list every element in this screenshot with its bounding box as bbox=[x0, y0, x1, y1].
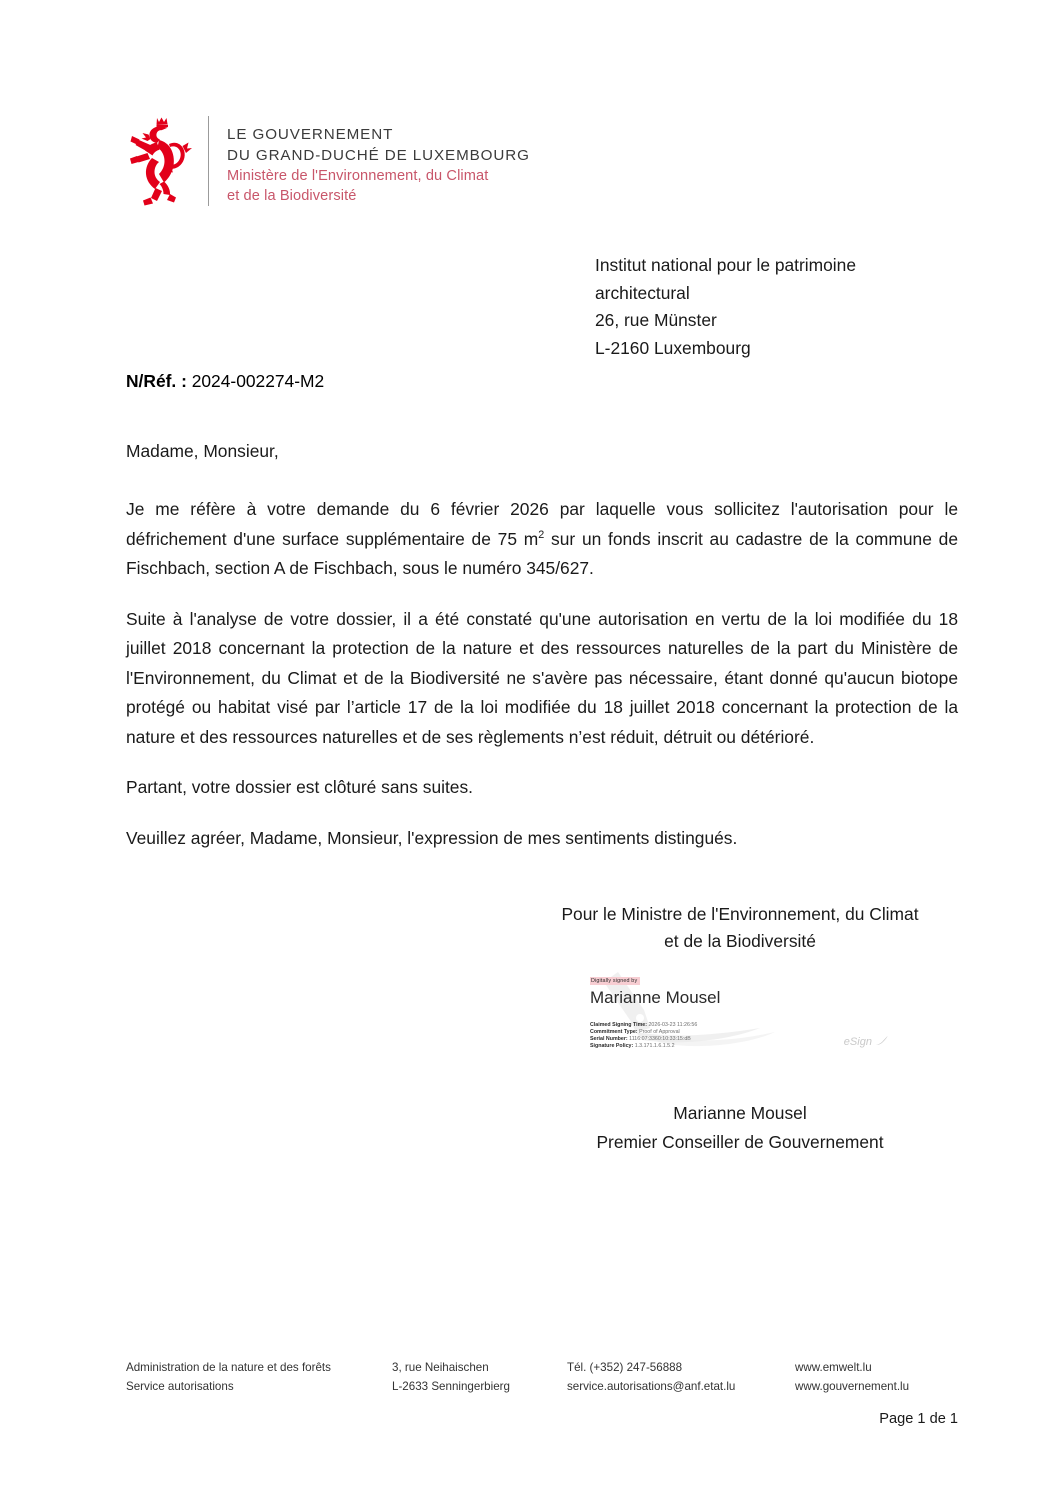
addressee-line-3: 26, rue Münster bbox=[595, 310, 717, 330]
stamp-signed-by-label: Digitally signed by bbox=[590, 977, 640, 985]
footer-website-gouvernement[interactable]: www.gouvernement.lu bbox=[795, 1380, 910, 1393]
superscript-square-metre: 2 bbox=[538, 528, 545, 541]
stamp-signer-name: Marianne Mousel bbox=[590, 988, 721, 1007]
government-line-1: LE GOUVERNEMENT bbox=[227, 126, 394, 143]
footer-department-line-1: Administration de la nature et des forêts bbox=[126, 1361, 331, 1374]
footer-column-contact bbox=[567, 1358, 795, 1396]
government-line-2: DU GRAND-DUCHÉ DE LUXEMBOURG bbox=[227, 147, 530, 164]
stamp-meta-key: Serial Number: bbox=[590, 1036, 628, 1043]
stamp-meta-key: Claimed Signing Time: bbox=[590, 1022, 647, 1028]
footer-phone: Tél. (+352) 247-56888 bbox=[567, 1361, 683, 1374]
stamp-meta-value: Proof of Approval bbox=[639, 1029, 680, 1036]
reference-label: N/Réf. : bbox=[126, 371, 187, 391]
body-paragraph-1 bbox=[126, 495, 958, 584]
stamp-meta-value: 1.3.171.1.6.1.5.2 bbox=[634, 1043, 675, 1050]
page-footer bbox=[126, 1358, 958, 1396]
letter-body bbox=[126, 495, 958, 853]
stamp-meta-key: Commitment Type: bbox=[590, 1029, 638, 1036]
footer-column-websites bbox=[795, 1358, 958, 1396]
body-paragraph-3: Partant, votre dossier est clôturé sans suites. bbox=[126, 777, 474, 797]
stamp-meta-key: Signature Policy: bbox=[590, 1043, 634, 1050]
signatory-title: Premier Conseiller de Gouvernement bbox=[596, 1132, 884, 1152]
signature-name-block bbox=[520, 1099, 960, 1157]
luxembourg-red-lion-crest-icon bbox=[126, 112, 194, 208]
addressee-block bbox=[595, 252, 856, 362]
signature-heading-line-1: Pour le Ministre de l'Environnement, du Climat bbox=[561, 904, 919, 924]
esign-logo bbox=[844, 1035, 888, 1048]
signature-heading bbox=[520, 901, 960, 955]
letterhead-text bbox=[227, 112, 530, 206]
footer-department-line-2: Service autorisations bbox=[126, 1380, 234, 1393]
body-paragraph-2: Suite à l'analyse de votre dossier, il a été constaté qu'une autorisation en vertu de la loi modifiée du 18 juillet 2018 concernant la protection de la nature et des ressources naturelles de la part du Ministère de l'Environnement, du Climat et de la Biodiversité ne s'avère pas nécessaire, étant donné qu'aucun biotope protégé ou habitat visé par l’article 17 de la loi modifiée du 18 juillet 2018 concernant la protection de la nature et des ressources naturelles et de ses règlements n’est réduit, détruit ou détérioré. bbox=[126, 608, 958, 747]
stamp-meta-row bbox=[590, 1036, 697, 1043]
page-number: Page 1 de 1 bbox=[879, 1411, 958, 1427]
footer-website-emwelt[interactable]: www.emwelt.lu bbox=[795, 1361, 872, 1374]
footer-address-line-1: 3, rue Neihaischen bbox=[392, 1361, 489, 1374]
digital-signature-stamp bbox=[560, 966, 890, 1066]
footer-email[interactable]: service.autorisations@anf.etat.lu bbox=[567, 1380, 736, 1393]
stamp-metadata bbox=[590, 1022, 697, 1050]
footer-address-line-2: L-2633 Senningerbierg bbox=[392, 1380, 510, 1393]
stamp-meta-value: 2026-03-23 11:26:56 bbox=[648, 1022, 698, 1028]
footer-column-department bbox=[126, 1358, 392, 1396]
signatory-name: Marianne Mousel bbox=[673, 1103, 807, 1123]
letterhead bbox=[126, 112, 530, 208]
body-p1-part-2: sur un fonds inscrit au cadastre de la commune de Fischbach, section A de Fischbach, sous le numéro 345/627. bbox=[126, 528, 958, 578]
footer-column-address bbox=[392, 1358, 567, 1396]
esign-nib-icon bbox=[876, 1036, 888, 1049]
ministry-line-2: et de la Biodiversité bbox=[227, 188, 357, 204]
stamp-meta-row bbox=[590, 1029, 697, 1036]
addressee-line-4: L-2160 Luxembourg bbox=[595, 337, 751, 358]
ministry-line-1: Ministère de l'Environnement, du Climat bbox=[227, 168, 489, 184]
body-p1-part-1: Je me réfère à votre demande du 6 février 2026 par laquelle vous sollicitez l'autorisation pour le défrichement d'une surface supplémentaire de 75 m bbox=[126, 499, 958, 549]
reference-value: 2024-002274-M2 bbox=[191, 371, 325, 391]
esign-label: eSign bbox=[843, 1036, 872, 1048]
salutation: Madame, Monsieur, bbox=[126, 441, 279, 461]
letterhead-divider bbox=[208, 116, 209, 206]
stamp-meta-row bbox=[590, 1043, 697, 1050]
reference-line bbox=[126, 371, 324, 392]
stamp-meta-row bbox=[590, 1022, 697, 1029]
addressee-line-1: Institut national pour le patrimoine bbox=[595, 255, 857, 275]
stamp-meta-value: 1116:07:3360:10:33:15:dB bbox=[629, 1036, 691, 1043]
signature-heading-line-2: et de la Biodiversité bbox=[664, 931, 816, 951]
addressee-line-2: architectural bbox=[595, 282, 690, 303]
body-paragraph-4: Veuillez agréer, Madame, Monsieur, l'expression de mes sentiments distingués. bbox=[126, 827, 738, 848]
